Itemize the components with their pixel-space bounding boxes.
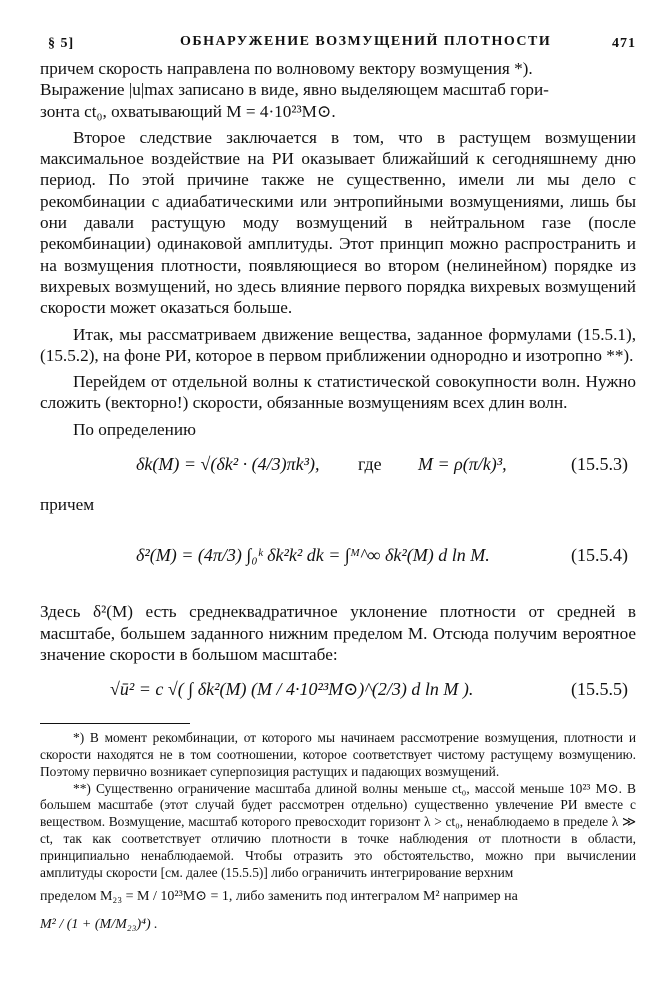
paragraph-1-line-2: Выражение |u|max записано в виде, явно выделяющем масштаб гори- (40, 80, 549, 100)
equation-15-5-3-rhs: M = ρ(π/k)³, (418, 454, 507, 475)
paragraph-5: По определению (73, 419, 196, 439)
equation-15-5-5-body: √ū² = c √( ∫ δk²(M) (M / 4·10²³M⊙)^(2/3) d ln M ). (110, 679, 474, 700)
paragraph-2: Второе следствие заключается в том, что в растущем возмущении максимальное воздействие на РИ оказывает ближайший к сегодняшнему дню период. По этой причине также не существенно, имели ли мы дело с рекомбинации с адиабатическими или энтропийными возмущениями, лишь бы они давали растущую моду возмущений в нейтральном газе (после рекомбинации) одинаковой амплитуды. Этот принцип можно распространить и на возмущения плотности, появляющиеся во втором (нелинейном) порядке из вихревых возмущений, но здесь влияние первого порядка вихревых возмущений скорости может оказаться больше. (40, 127, 636, 318)
equation-15-5-3-number: (15.5.3) (571, 454, 628, 475)
page-number: 471 (612, 36, 636, 51)
equation-15-5-3-lhs: δk(M) = √(δk² · (4/3)πk³), (136, 454, 320, 475)
equation-15-5-4 (40, 519, 636, 597)
running-title: ОБНАРУЖЕНИЕ ВОЗМУЩЕНИЙ ПЛОТНОСТИ (180, 34, 552, 49)
section-marker: § 5] (48, 36, 75, 51)
footnote-2-formula (40, 881, 636, 939)
running-header (40, 28, 636, 58)
paragraph-1-line-1: причем скорость направлена по волновому вектору возмущения *). (40, 59, 533, 78)
footnote-2: **) Существенно ограничение масштаба длиной волны меньше ct₀, массой меньше 10²³ M⊙. В большем масштабе (этот случай будет рассмотрен отдельно) существенно увлечение РИ вместе с веществом. Возмущение, масштаб которого превосходит горизонт λ > ct₀, ненаблюдаемо в пределе λ ≫ ct, так как соответствует отличию плотности в точке наблюдения от плотности в области, принципиально ненаблюдаемой. Чтобы отразить это обстоятельство, можно при вычислении амплитуды скорости [см. далее (15.5.5)] либо ограничить интегрирование верхним (40, 780, 636, 880)
book-page (40, 28, 636, 939)
equation-15-5-3-where: где (358, 454, 382, 475)
equation-15-5-3 (40, 444, 636, 490)
equation-15-5-4-number: (15.5.4) (571, 545, 628, 566)
equation-15-5-5-number: (15.5.5) (571, 679, 628, 700)
paragraph-7: Здесь δ²(M) есть среднеквадратичное уклонение плотности от средней в масштабе, большем заданного нижним пределом M. Отсюда получим вероятное значение скорости в большом масштабе: (40, 602, 636, 664)
footnote-divider (40, 723, 190, 724)
footnote-1: *) В момент рекомбинации, от которого мы начинаем рассмотрение возмущения, плотности и скорости находятся не в том соотношении, которое соответствует чистому растущему возмущению. Поэтому первично возникает суперпозиция растущих и падающих возмущений. (40, 730, 636, 779)
equation-15-5-5 (40, 669, 636, 715)
footnote-2-formula-line-2: M² / (1 + (M/M₂₃)⁴) . (40, 917, 158, 933)
paragraph-1-line-3: зонта ct₀, охватывающий M = 4·10²³M⊙. (40, 101, 336, 121)
paragraph-6: причем (40, 495, 95, 515)
paragraph-4: Перейдем от отдельной волны к статистической совокупности волн. Нужно сложить (векторно!) скорости, обязанные возмущениям всех длин волн. (40, 372, 636, 413)
main-text (40, 58, 636, 715)
footnotes (40, 730, 636, 939)
footnote-2-formula-line-1: пределом M₂₃ = M / 10²³M⊙ = 1, либо заменить под интегралом M² например на (40, 889, 518, 905)
equation-15-5-4-body: δ²(M) = (4π/3) ∫₀ᵏ δk²k² dk = ∫ᴹ^∞ δk²(M) d ln M. (136, 545, 490, 566)
paragraph-3: Итак, мы рассматриваем движение вещества, заданное формулами (15.5.1), (15.5.2), на фоне РИ, которое в первом приближении однородно и изотропно **). (40, 324, 636, 365)
